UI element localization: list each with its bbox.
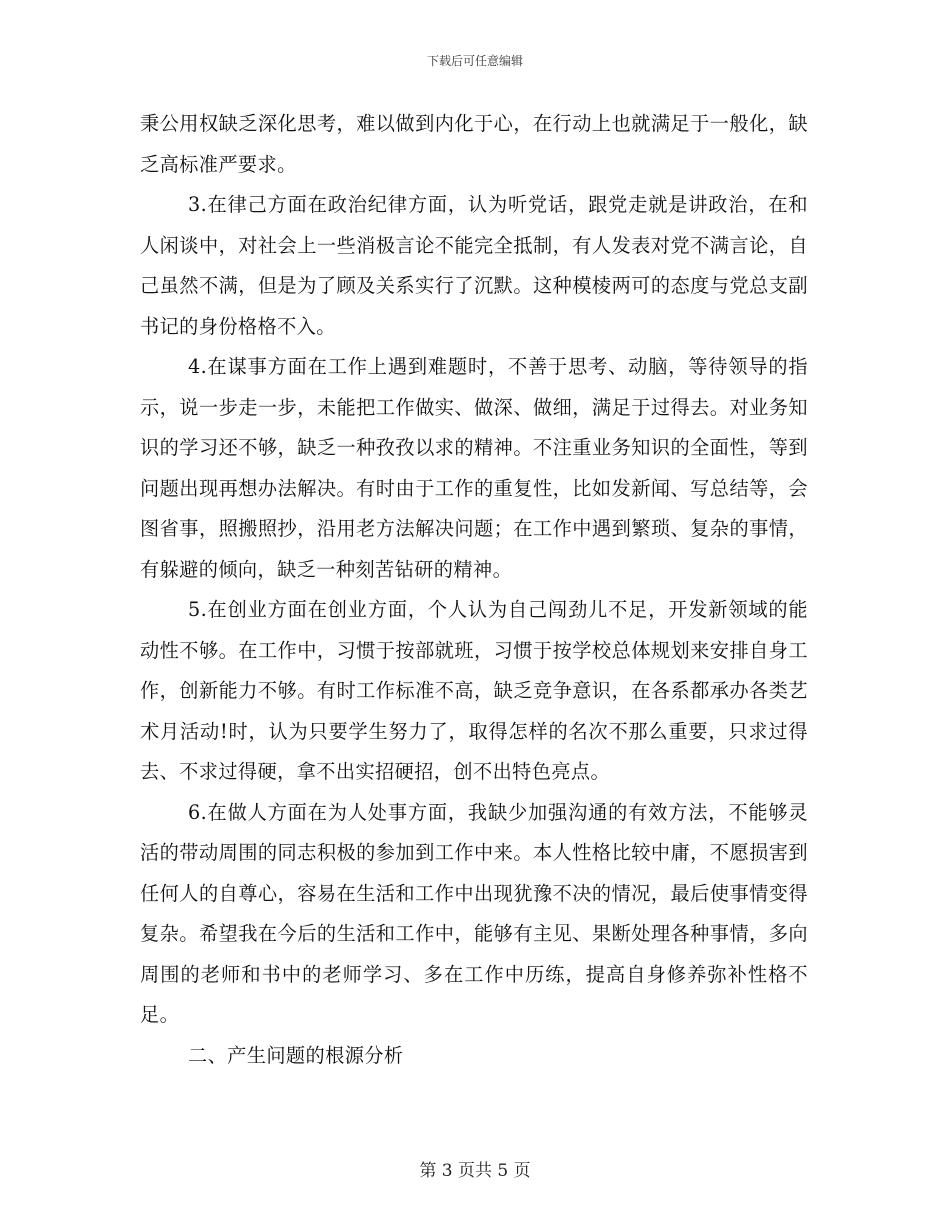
- page-header-note: 下载后可任意编辑: [426, 54, 523, 68]
- document-body: [140, 104, 808, 1076]
- page-number: 第 3 页共 5 页: [419, 1161, 531, 1181]
- paragraph-item-4: 4.在谋事方面在工作上遇到难题时，不善于思考、动脑，等待领导的指示，说一步走一步，未能把工作做实、做深、做细，满足于过得去。对业务知识的学习还不够，缺乏一种孜孜以求的精神。不注重业务知识的全面性，等到问题出现再想办法解决。有时由于工作的重复性，比如发新闻、写总结等，会图省事，照搬照抄，沿用老方法解决问题；在工作中遇到繁琐、复杂的事情，有躲避的倾向，缺乏一种刻苦钻研的精神。: [140, 355, 808, 581]
- paragraph-item-3: 3.在律己方面在政治纪律方面，认为听党话，跟党走就是讲政治，在和人闲谈中，对社会上一些消极言论不能完全抵制，有人发表对党不满言论，自己虽然不满，但是为了顾及关系实行了沉默。这种模棱两可的态度与党总支副书记的身份格格不入。: [140, 193, 808, 338]
- section-heading: 二、产生问题的根源分析: [188, 1043, 404, 1067]
- paragraph-continuation: 秉公用权缺乏深化思考，难以做到内化于心，在行动上也就满足于一般化，缺乏高标准严要求。: [140, 112, 808, 176]
- paragraph-item-6: 6.在做人方面在为人处事方面，我缺少加强沟通的有效方法，不能够灵活的带动周围的同志积极的参加到工作中来。本人性格比较中庸，不愿损害到任何人的自尊心，容易在生活和工作中出现犹豫不决的情况，最后使事情变得复杂。希望我在今后的生活和工作中，能够有主见、果断处理各种事情，多向周围的老师和书中的老师学习、多在工作中历练，提高自身修养弥补性格不足。: [140, 800, 808, 1026]
- paragraph-item-5: 5.在创业方面在创业方面，个人认为自己闯劲儿不足，开发新领域的能动性不够。在工作中，习惯于按部就班，习惯于按学校总体规划来安排自身工作，创新能力不够。有时工作标准不高，缺乏竞争意识，在各系都承办各类艺术月活动!时，认为只要学生努力了，取得怎样的名次不那么重要，只求过得去、不求过得硬，拿不出实招硬招，创不出特色亮点。: [140, 598, 808, 783]
